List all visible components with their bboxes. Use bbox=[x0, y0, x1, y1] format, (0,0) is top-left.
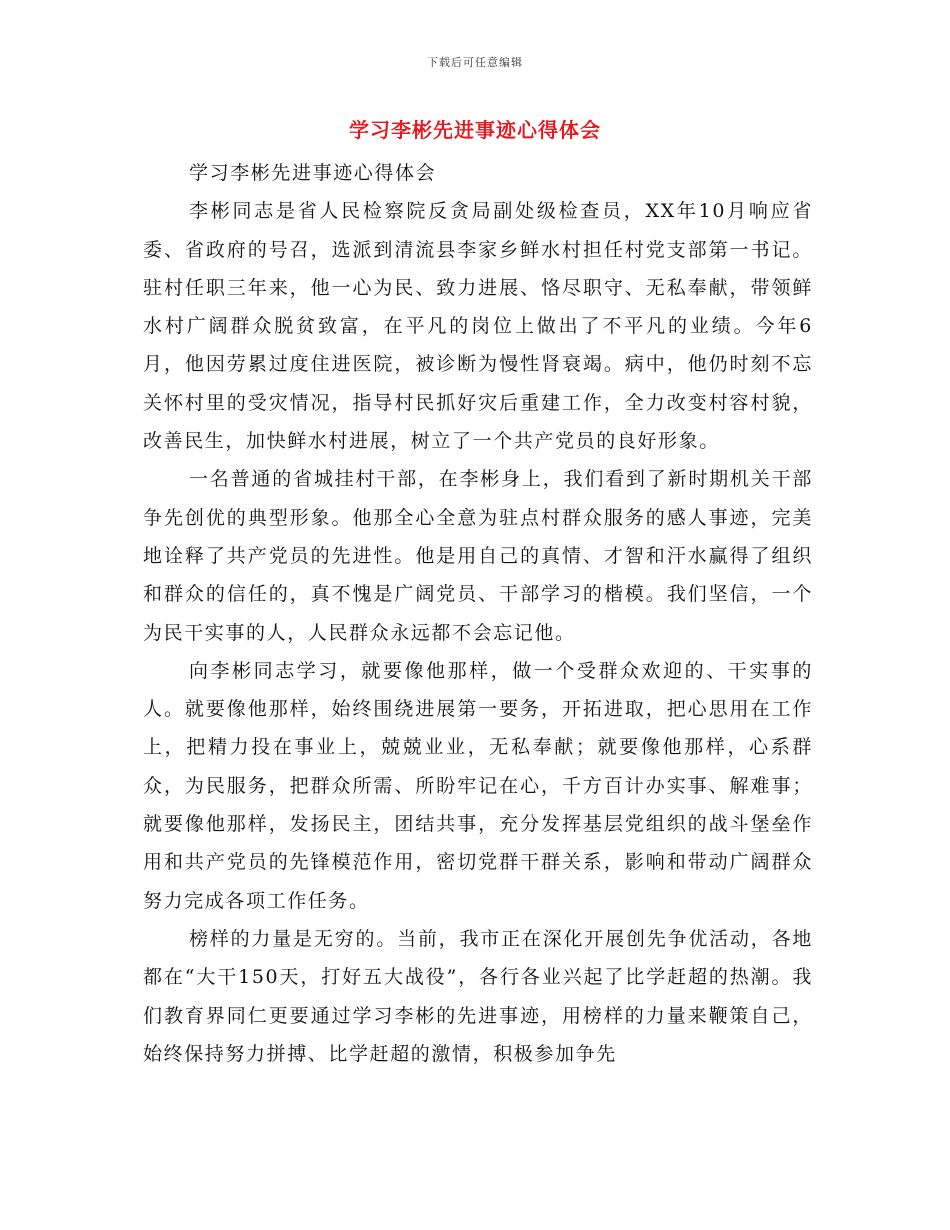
document-title: 学习李彬先进事迹心得体会 bbox=[349, 118, 601, 142]
paragraph: 向李彬同志学习，就要像他那样，做一个受群众欢迎的、干实事的人。就要像他那样，始终围绕进展第一要务，开拓进取，把心思用在工作上，把精力投在事业上，兢兢业业，无私奉献；就要像他那样，心系群众，为民服务，把群众所需、所盼牢记在心，千方百计办实事、解难事；就要像他那样，发扬民主，团结共事，充分发挥基层党组织的战斗堡垒作用和共产党员的先锋模范作用，密切党群干群关系，影响和带动广阔群众努力完成各项工作任务。 bbox=[143, 659, 813, 912]
paragraph: 李彬同志是省人民检察院反贪局副处级检查员，XX年10月响应省委、省政府的号召，选派到清流县李家乡鲜水村担任村党支部第一书记。驻村任职三年来，他一心为民、致力进展、恪尽职守、无私奉献，带领鲜水村广阔群众脱贫致富，在平凡的岗位上做出了不平凡的业绩。今年6月，他因劳累过度住进医院，被诊断为慢性肾衰竭。病中，他仍时刻不忘关怀村里的受灾情况，指导村民抓好灾后重建工作，全力改变村容村貌，改善民生，加快鲜水村进展，树立了一个共产党员的良好形象。 bbox=[143, 200, 813, 453]
paragraph-subtitle: 学习李彬先进事迹心得体会 bbox=[189, 162, 437, 184]
paragraph: 榜样的力量是无穷的。当前，我市正在深化开展创先争优活动，各地都在“大干150天，打好五大战役”，各行各业兴起了比学赶超的热潮。我们教育界同仁更要通过学习李彬的先进事迹，用榜样的力量来鞭策自己，始终保持努力拼搏、比学赶超的激情，积极参加争先 bbox=[143, 927, 813, 1065]
paragraph: 一名普通的省城挂村干部，在李彬身上，我们看到了新时期机关干部争先创优的典型形象。他那全心全意为驻点村群众服务的感人事迹，完美地诠释了共产党员的先进性。他是用自己的真情、才智和汗水赢得了组织和群众的信任的，真不愧是广阔党员、干部学习的楷模。我们坚信，一个为民干实事的人，人民群众永远都不会忘记他。 bbox=[143, 468, 813, 644]
header-note: 下载后可任意编辑 bbox=[427, 56, 523, 69]
document-body bbox=[143, 154, 813, 1073]
